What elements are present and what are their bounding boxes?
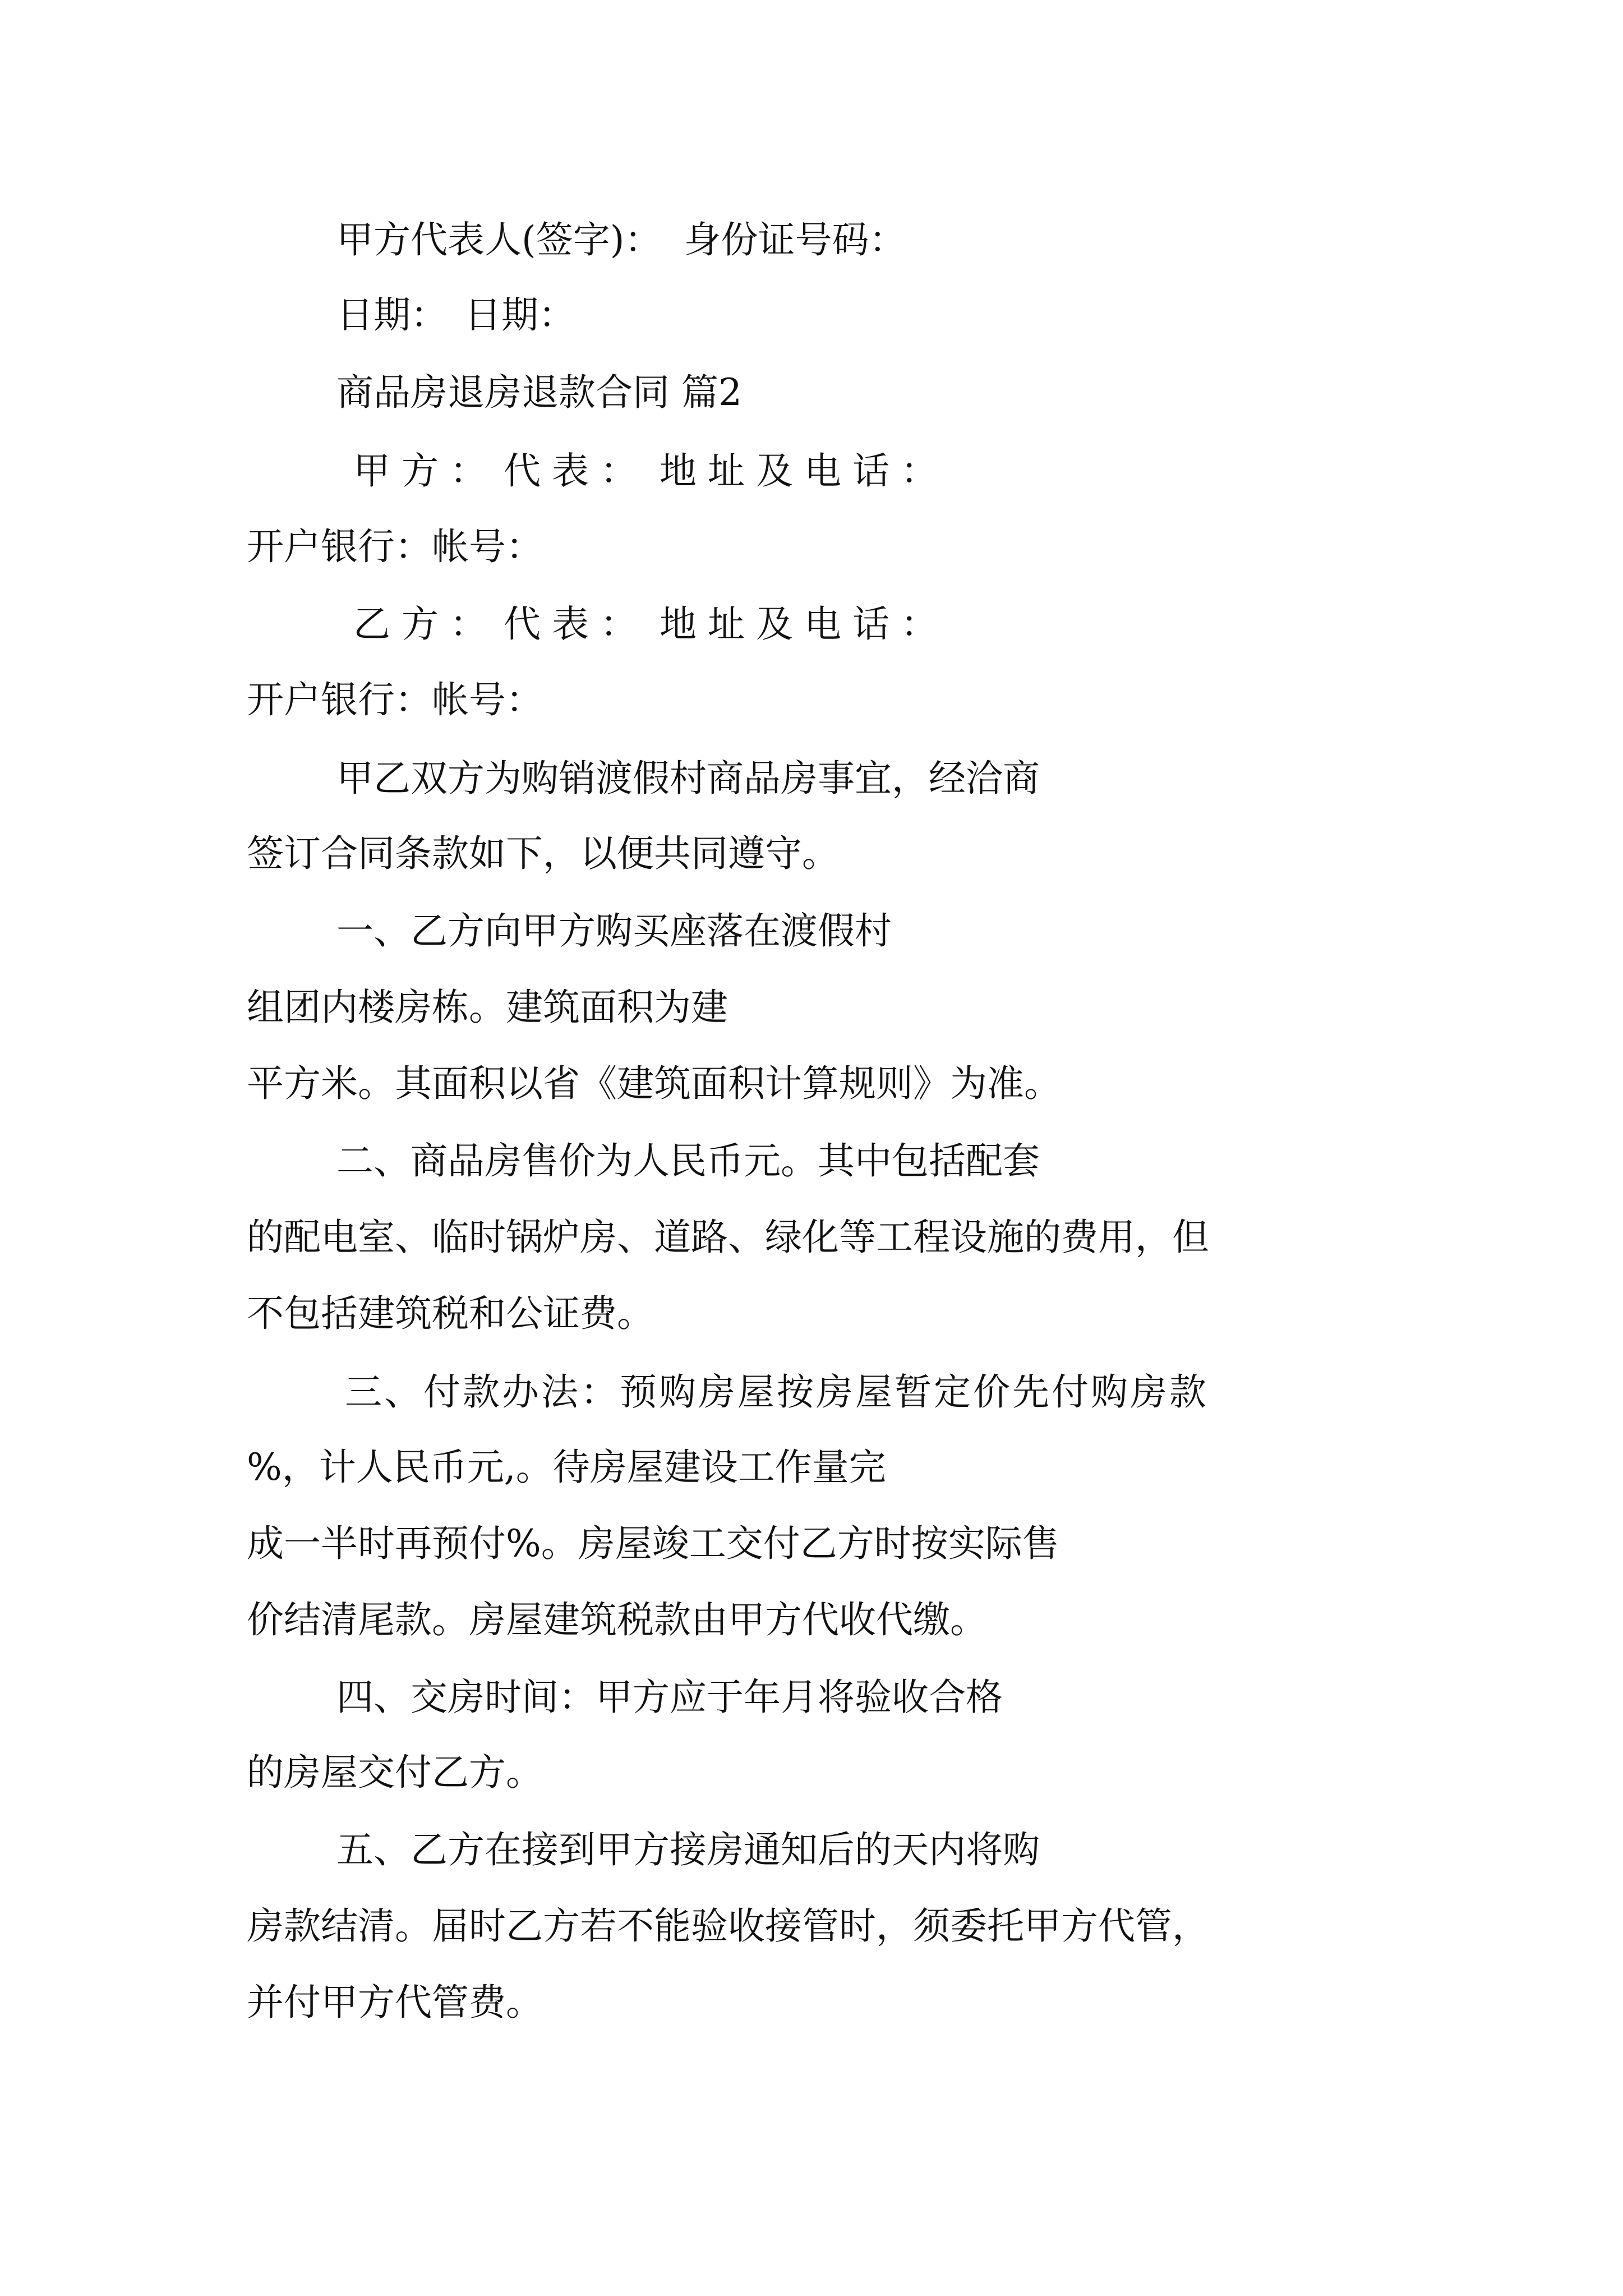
- clause-4-line-1: 四、交房时间：甲方应于年月将验收合格: [336, 1676, 1003, 1719]
- clause-2-line-2: 的配电室、临时锅炉房、道路、绿化等工程设施的费用，但: [247, 1216, 1209, 1259]
- clause-3-line-1: 三、付款办法：预购房屋按房屋暂定价先付购房款: [345, 1370, 1209, 1414]
- clause-3-line-3: 成一半时再预付%。房屋竣工交付乙方时按实际售: [247, 1522, 1059, 1565]
- party-a-label: 甲方：: [353, 449, 498, 493]
- clause-1-line-1: 一、乙方向甲方购买座落在渡假村: [336, 909, 892, 953]
- party-a-account-label: 帐号：: [432, 525, 543, 568]
- intro-line-2: 签订合同条款如下，以便共同遵守。: [247, 832, 839, 875]
- clause-2-line-1: 二、商品房售价为人民币元。其中包括配套: [336, 1139, 1040, 1182]
- clause-3-line-2: %，计人民币元,。待房屋建设工作量完: [247, 1446, 886, 1489]
- party-b-account-label: 帐号：: [432, 678, 543, 721]
- clause-1-line-2: 组团内楼房栋。建筑面积为建: [247, 986, 728, 1029]
- date-label-a: 日期：: [336, 293, 448, 337]
- date-label-b: 日期：: [464, 293, 575, 337]
- clause-3-line-4: 价结清尾款。房屋建筑税款由甲方代收代缴。: [247, 1598, 987, 1641]
- clause-5-line-1: 五、乙方在接到甲方接房通知后的天内将购: [336, 1828, 1040, 1871]
- party-b-rep-label: 代表：: [504, 602, 648, 646]
- section-heading: 商品房退房退款合同 篇2: [336, 371, 742, 414]
- party-b-bank-row: [247, 672, 1623, 728]
- signature-line: [336, 212, 1623, 268]
- party-a-addr-label: 地址及电话：: [660, 449, 949, 493]
- id-number-label: 身份证号码：: [684, 218, 906, 261]
- party-a-row: [353, 443, 1623, 499]
- clause-5-line-3: 并付甲方代管费。: [247, 1981, 543, 2024]
- party-a-bank-row: [247, 519, 1623, 575]
- intro-line-1: 甲乙双方为购销渡假村商品房事宜，经洽商: [336, 757, 1040, 800]
- party-b-addr-label: 地址及电话：: [660, 602, 949, 646]
- clause-1-line-3: 平方米。其面积以省《建筑面积计算规则》为准。: [247, 1062, 1061, 1105]
- party-b-bank-label: 开户银行：: [247, 678, 432, 721]
- party-b-row: [353, 596, 1623, 652]
- party-b-label: 乙方：: [353, 602, 498, 646]
- party-a-bank-label: 开户银行：: [247, 525, 432, 568]
- clause-2-line-3: 不包括建筑税和公证费。: [247, 1292, 654, 1335]
- party-a-rep-label: 代表：: [504, 449, 648, 493]
- rep-sign-label: 甲方代表人(签字)：: [336, 218, 662, 261]
- clause-5-line-2: 房款结清。届时乙方若不能验收接管时，须委托甲方代管，: [247, 1904, 1209, 1948]
- clause-4-line-2: 的房屋交付乙方。: [247, 1751, 543, 1794]
- date-line: [336, 287, 1623, 343]
